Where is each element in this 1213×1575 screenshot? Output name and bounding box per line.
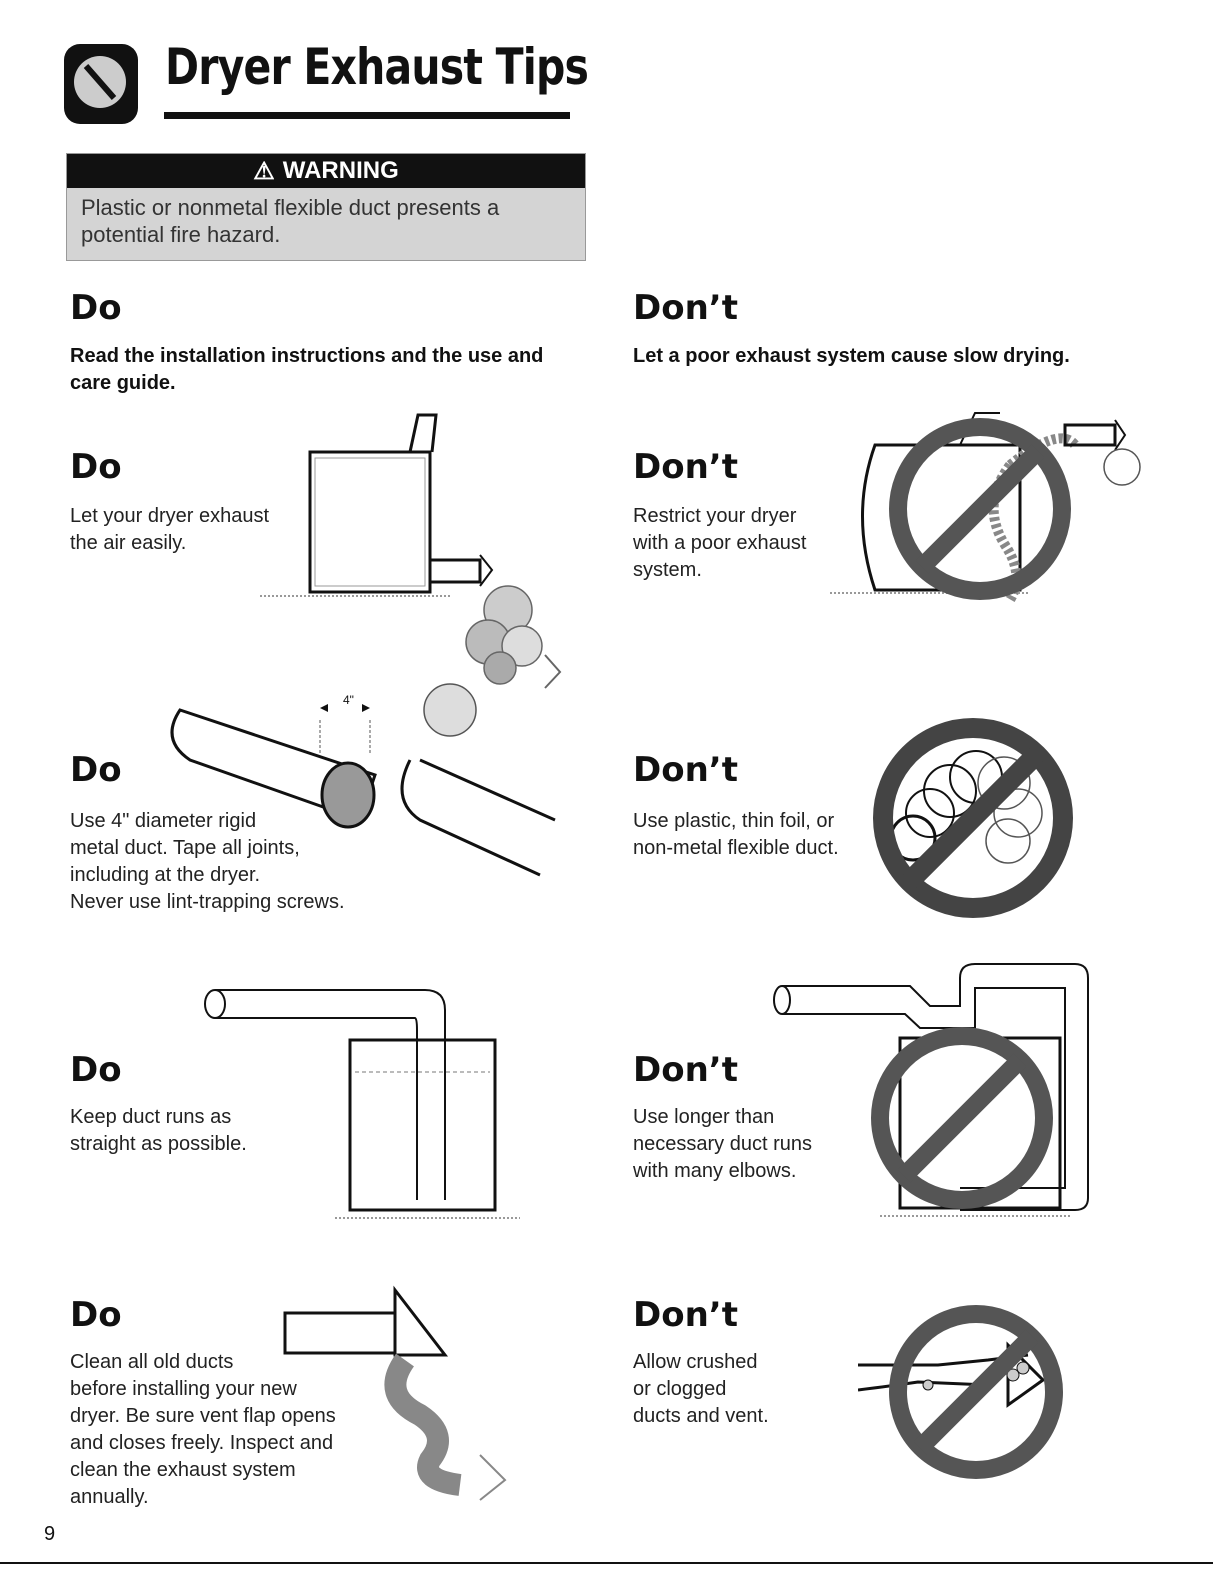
dont-4-heading: Don’t [633,1295,738,1335]
text-line: Allow crushed [633,1351,758,1373]
text-line: with a poor exhaust [633,532,807,554]
dont-1-heading: Don’t [633,447,738,487]
title-underline [164,112,570,119]
text-line: annually. [70,1486,149,1508]
dont-4-text [633,1349,769,1430]
text-line: the air easily. [70,532,187,554]
text-line: straight as possible. [70,1133,247,1155]
text-line: non-metal flexible duct. [633,837,839,859]
page-number: 9 [44,1523,56,1545]
text-line: metal duct. Tape all joints, [70,837,300,859]
rigid-metal-duct-illustration [160,680,580,890]
intro-do-text: Read the installation instructions and the use and care guide. [70,345,544,394]
text-line: Never use lint-trapping screws. [70,891,345,913]
text-line: Use plastic, thin foil, or [633,810,835,832]
text-line: Use 4" diameter rigid [70,810,257,832]
clean-vent-flap-illustration [280,1285,540,1505]
text-line: system. [633,559,702,581]
dont-1-text [633,503,806,584]
intro-dont-heading: Don’t [633,288,738,328]
do-4-heading: Do [70,1295,122,1335]
text-line: Let your dryer exhaust [70,505,269,527]
dont-2-heading: Don’t [633,750,738,790]
do-1-text [70,503,269,557]
text-line: clean the exhaust system [70,1459,296,1481]
intro-dont-text: Let a poor exhaust system cause slow drying. [633,345,1070,367]
dryer-restricted-exhaust-illustration [830,405,1160,605]
do-2-heading: Do [70,750,122,790]
text-line: or clogged [633,1378,727,1400]
warning-heading: WARNING [282,157,399,184]
text-line: ducts and vent. [633,1405,769,1427]
duct-size-label: 4" [343,693,354,707]
warning-header [67,154,585,188]
text-line: and closes freely. Inspect and [70,1432,334,1454]
dont-2-text [633,808,839,862]
crushed-duct-prohibited-illustration [858,1300,1088,1490]
do-3-heading: Do [70,1050,122,1090]
warning-box [66,153,586,261]
do-1-heading: Do [70,447,122,487]
page-title: Dryer Exhaust Tips [165,38,589,96]
text-line: including at the dryer. [70,864,261,886]
text-line: dryer. Be sure vent flap opens [70,1405,336,1427]
text-line: Clean all old ducts [70,1351,234,1373]
text-line: necessary duct runs [633,1133,812,1155]
text-line: Restrict your dryer [633,505,797,527]
text-line: before installing your new [70,1378,297,1400]
intro-do-heading: Do [70,288,122,328]
dont-3-heading: Don’t [633,1050,738,1090]
flexible-duct-prohibited-illustration [868,713,1078,923]
straight-duct-run-illustration [195,980,535,1225]
text-line: Use longer than [633,1106,775,1128]
dryer-good-exhaust-illustration [260,410,590,690]
long-duct-with-elbows-illustration [770,958,1100,1223]
warning-triangle-icon: ⚠ [253,157,275,185]
text-line: Keep duct runs as [70,1106,232,1128]
title-badge-icon [64,44,138,124]
warning-text: Plastic or nonmetal flexible duct presents a potential fire hazard. [67,188,585,260]
text-line: with many elbows. [633,1160,797,1182]
footer-rule [0,1562,1213,1564]
